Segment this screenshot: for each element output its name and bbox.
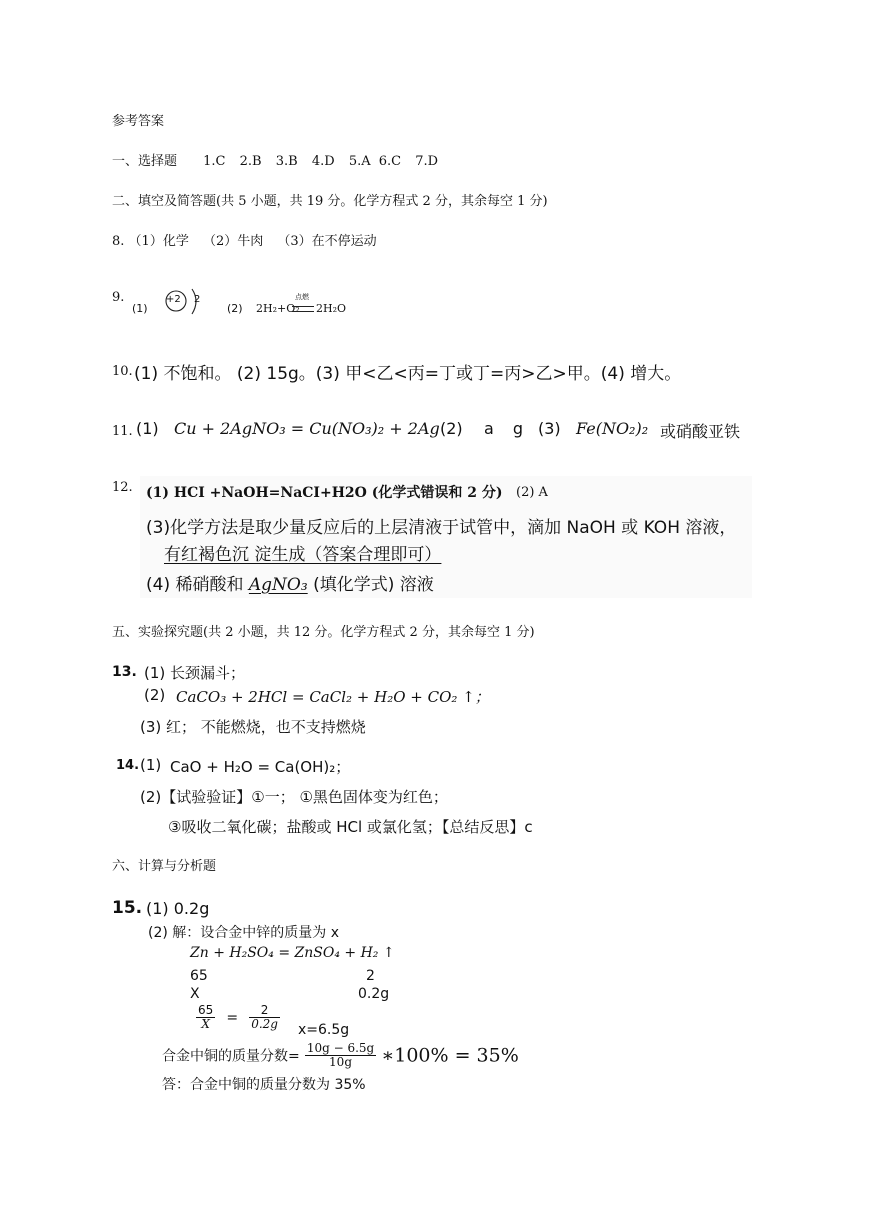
q11-part3-formula: Fe(NO₂)₂ [576,419,649,438]
q8-part2: （2）牛肉 [202,234,264,249]
atom-nucleus-label: +2 [166,294,181,305]
page-heading: 参考答案 [112,114,165,129]
q15-equation: Zn + H₂SO₄ = ZnSO₄ + H₂ ↑ [190,945,395,961]
q9-part2: (2) [227,302,243,315]
q15-ratio-equation [196,1004,280,1031]
answer-2: 2.B [239,154,262,169]
q15-molar-zn: 65 [190,968,208,984]
q8-number: 8. [112,234,125,249]
q11-equation: Cu + 2AgNO₃ = Cu(NO₃)₂ + 2Ag [174,419,440,438]
section-choice [112,150,448,169]
section-calculation-label: 六、计算与分析题 [112,859,217,874]
q15-mass-label: 合金中铜的质量分数= [162,1048,300,1065]
q12-part2: (2) A [516,485,548,500]
q8-part3: （3）在不停运动 [277,234,377,249]
q12-part3-line1: (3)化学方法是取少量反应后的上层清液于试管中，滴加 NaOH 或 KOH 溶液， [146,518,737,538]
q14-number: 14. [116,758,140,773]
q15-molar-h2: 2 [366,968,375,984]
q15-mass-frac-num: 10g − 6.5g [306,1041,375,1055]
q9-equation-left: 2H₂+O₂ [256,302,300,315]
q15-ratio-right-num: 2 [249,1004,280,1018]
q15-ratio-left-num: 65 [198,1003,214,1017]
q12-part3-line2: 有红褐色沉 淀生成（答案合理即可） [164,545,442,565]
q12-part4 [146,570,434,595]
q15-var-zn: X [190,986,200,1002]
q15-ratio-left [196,1004,215,1031]
q9-part1: (1) [132,302,148,315]
q12-part4-b: (填化学式) 溶液 [313,575,434,595]
q12-number: 12. [112,480,133,495]
section-fill-label: 二、填空及简答题(共 5 小题，共 19 分。化学方程式 2 分，其余每空 1 分) [112,194,548,209]
q11-part3-name: 或硝酸亚铁 [660,422,741,441]
q13-part2-equation: CaCO₃ + 2HCl = CaCl₂ + H₂O + CO₂ ↑； [176,688,490,706]
q15-part1: (1) 0.2g [146,899,210,918]
q8-part1: （1）化学 [128,234,189,249]
q15-x-result: x=6.5g [298,1022,350,1038]
answer-1: 1.C [203,154,226,169]
q13-number: 13. [112,664,137,680]
q14-part2: (2)【试验验证】①一； ①黑色固体变为红色； [140,788,448,806]
q13-part2-label: (2) [144,686,166,704]
q9-condition: 点燃 [295,293,309,301]
answer-7: 7.D [415,154,439,169]
q9-product: 2H₂O [316,302,347,315]
q15-mass-frac-den: 10g [329,1055,352,1069]
q13-part1: (1) 长颈漏斗； [144,664,246,682]
q11-part1: (1) [136,419,159,438]
section-experiment-label: 五、实验探究题(共 2 小题，共 12 分。化学方程式 2 分，其余每空 1 分) [112,625,535,640]
q12-part1: (1) HCI +NaOH=NaCI+H2O (化学式错误和 2 分) [146,485,503,501]
q15-mass-tail: ∗100% = 35% [381,1044,519,1067]
q15-number: 15. [112,898,143,918]
q12-part4-a: (4) 稀硝酸和 [146,575,244,595]
q13-part3: (3) 红； 不能燃烧，也不支持燃烧 [140,718,366,736]
answer-4: 4.D [311,154,335,169]
q11-part2: (2) [440,419,463,438]
answer-6: 6.C [378,154,402,169]
q14-part1-equation: CaO + H₂O = Ca(OH)₂； [170,758,351,776]
answer-3: 3.B [275,154,298,169]
q15-var-h2: 0.2g [358,986,390,1002]
q9-number: 9. [112,290,125,305]
q14-part3: ③吸收二氧化碳；盐酸或 HCl 或氯化氢；【总结反思】c [168,818,533,836]
answer-5: 5.A [348,154,371,169]
q15-ratio-right [249,1004,280,1031]
q15-ratio-right-den: 0.2g [251,1017,278,1031]
q11-part2-answer: a g [484,419,524,438]
q15-ratio-left-den: X [201,1017,210,1031]
question-8 [112,230,377,249]
atom-shell-label: 2 [194,294,201,305]
q15-ratio-equals: = [226,1010,239,1026]
q12-part4-formula: AgNO₃ [248,575,308,595]
q15-mass-fraction [162,1042,519,1069]
q11-part3: (3) [538,419,561,438]
q9-equals-sign [292,306,314,312]
q10-text: (1) 不饱和。 (2) 15g。(3) 甲<乙<丙=丁或丁=丙>乙>甲。(4) 增大。 [134,364,682,384]
q15-mass-frac [305,1042,376,1069]
q15-part2: (2) 解：设合金中锌的质量为 x [148,925,340,941]
q11-number: 11. [112,424,133,439]
section-choice-label: 一、选择题 [112,154,178,169]
q15-answer: 答：合金中铜的质量分数为 35% [162,1077,366,1093]
q14-part1-label: (1) [140,756,162,774]
q10-number: 10. [112,364,133,379]
